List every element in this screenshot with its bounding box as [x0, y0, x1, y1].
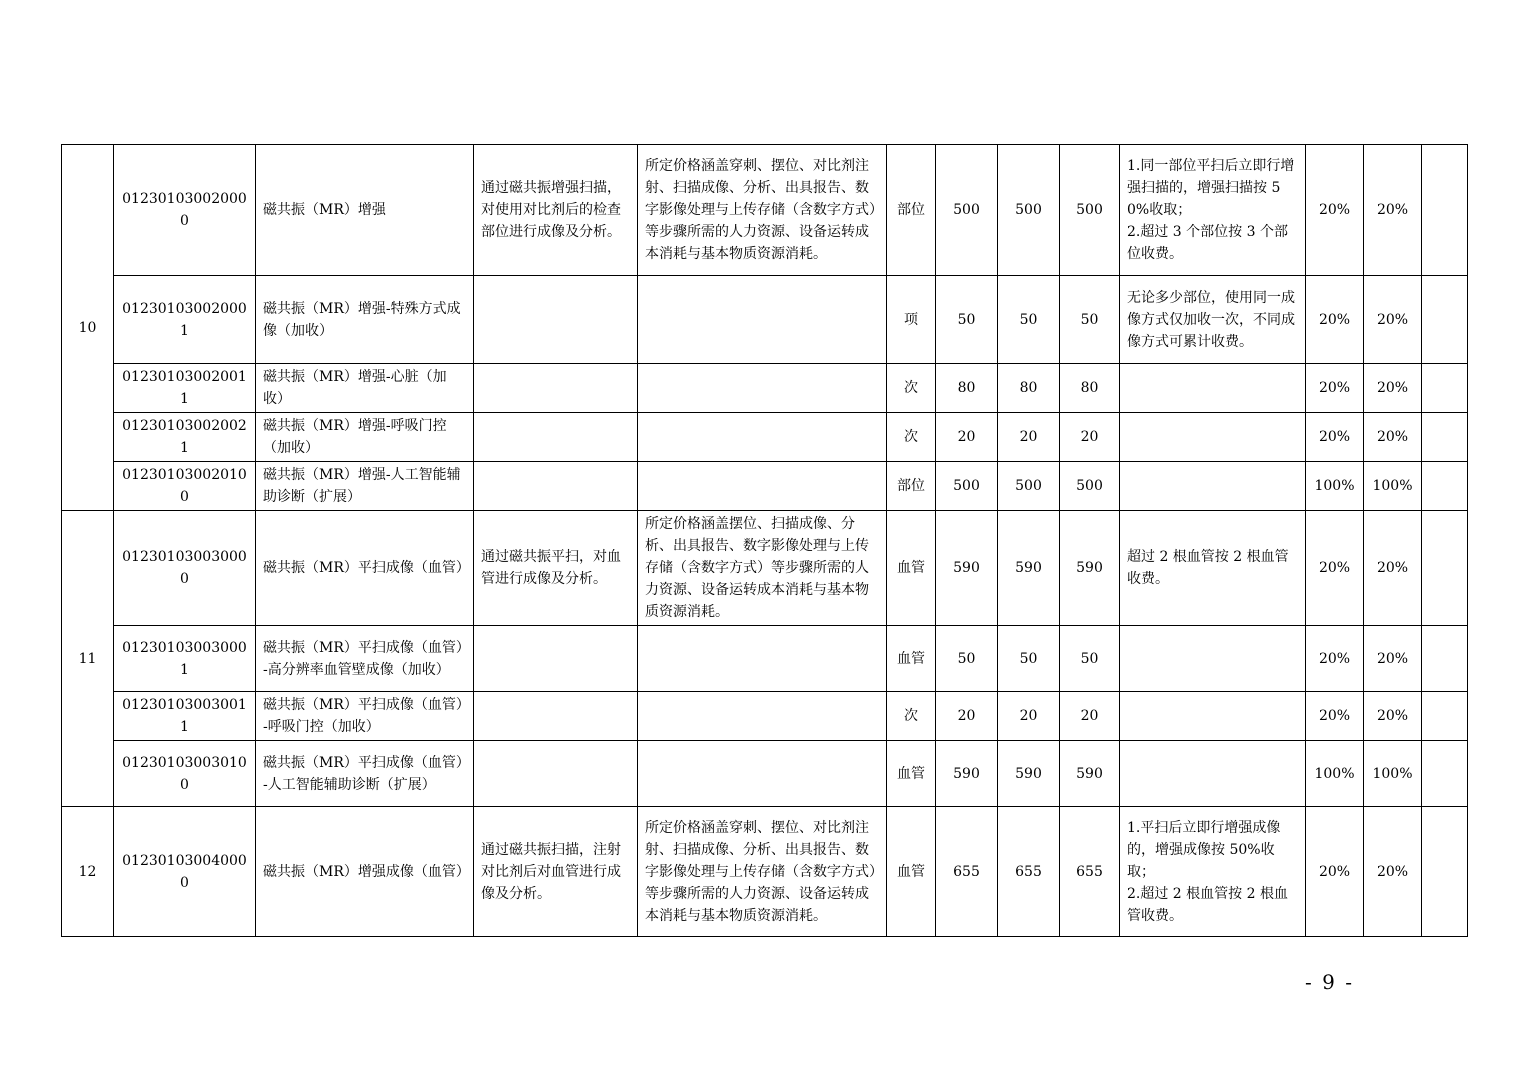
- seq-cell: 10: [62, 145, 114, 511]
- ratio-cell-2: 100%: [1364, 462, 1422, 511]
- content-cell: 通过磁共振扫描，注射对比剂后对血管进行成像及分析。: [474, 807, 638, 937]
- unit-cell: 次: [887, 692, 936, 741]
- content-cell: [474, 462, 638, 511]
- name-cell: 磁共振（MR）增强-呼吸门控（加收）: [256, 413, 474, 462]
- unit-cell: 次: [887, 413, 936, 462]
- note-line-2: 2.超过 3 个部位按 3 个部位收费。: [1127, 224, 1288, 262]
- seq-cell: 12: [62, 807, 114, 937]
- connotation-cell: [638, 741, 887, 807]
- seq-cell: 11: [62, 511, 114, 807]
- table-row: [62, 807, 1468, 937]
- unit-cell: 次: [887, 364, 936, 413]
- extra-cell: [1422, 626, 1468, 692]
- table-row: [62, 741, 1468, 807]
- ratio-cell-2: 20%: [1364, 276, 1422, 364]
- table-row: [62, 626, 1468, 692]
- note-cell: 无论多少部位，使用同一成像方式仅加收一次，不同成像方式可累计收费。: [1120, 276, 1306, 364]
- price-cell-1: 500: [936, 462, 998, 511]
- code-cell: 012301030020000: [114, 145, 256, 276]
- price-cell-1: 80: [936, 364, 998, 413]
- connotation-cell: [638, 276, 887, 364]
- connotation-cell: [638, 692, 887, 741]
- price-cell-2: 50: [998, 276, 1060, 364]
- price-cell-1: 590: [936, 741, 998, 807]
- code-cell: 012301030020021: [114, 413, 256, 462]
- ratio-cell-2: 20%: [1364, 692, 1422, 741]
- ratio-cell-2: 20%: [1364, 626, 1422, 692]
- price-cell-1: 50: [936, 276, 998, 364]
- code-cell: 012301030020011: [114, 364, 256, 413]
- note-cell: [1120, 413, 1306, 462]
- unit-cell: 血管: [887, 741, 936, 807]
- connotation-cell: [638, 413, 887, 462]
- price-cell-2: 20: [998, 413, 1060, 462]
- code-cell: 012301030030000: [114, 511, 256, 626]
- price-cell-2: 655: [998, 807, 1060, 937]
- price-cell-2: 590: [998, 741, 1060, 807]
- content-cell: [474, 276, 638, 364]
- connotation-cell: 所定价格涵盖穿刺、摆位、对比剂注射、扫描成像、分析、出具报告、数字影像处理与上传存储（含数字方式）等步骤所需的人力资源、设备运转成本消耗与基本物质资源消耗。: [638, 807, 887, 937]
- table-row: [62, 511, 1468, 626]
- ratio-cell-1: 20%: [1306, 276, 1364, 364]
- price-cell-2: 500: [998, 145, 1060, 276]
- name-cell: 磁共振（MR）平扫成像（血管）-高分辨率血管壁成像（加收）: [256, 626, 474, 692]
- table-row: [62, 413, 1468, 462]
- name-cell: 磁共振（MR）平扫成像（血管）-呼吸门控（加收）: [256, 692, 474, 741]
- price-cell-3: 50: [1060, 276, 1120, 364]
- unit-cell: 项: [887, 276, 936, 364]
- price-cell-3: 500: [1060, 145, 1120, 276]
- unit-cell: 血管: [887, 626, 936, 692]
- name-cell: 磁共振（MR）增强-特殊方式成像（加收）: [256, 276, 474, 364]
- ratio-cell-1: 20%: [1306, 511, 1364, 626]
- price-cell-1: 590: [936, 511, 998, 626]
- page-number: - 9 -: [1305, 970, 1354, 994]
- ratio-cell-1: 20%: [1306, 807, 1364, 937]
- content-cell: 通过磁共振平扫，对血管进行成像及分析。: [474, 511, 638, 626]
- price-cell-3: 50: [1060, 626, 1120, 692]
- extra-cell: [1422, 807, 1468, 937]
- price-cell-1: 50: [936, 626, 998, 692]
- ratio-cell-1: 20%: [1306, 364, 1364, 413]
- ratio-cell-1: 100%: [1306, 741, 1364, 807]
- unit-cell: 部位: [887, 145, 936, 276]
- extra-cell: [1422, 364, 1468, 413]
- table-row: [62, 692, 1468, 741]
- price-cell-2: 590: [998, 511, 1060, 626]
- note-cell: [1120, 145, 1306, 276]
- name-cell: 磁共振（MR）增强-心脏（加收）: [256, 364, 474, 413]
- extra-cell: [1422, 462, 1468, 511]
- table-body: [62, 145, 1468, 937]
- price-cell-3: 80: [1060, 364, 1120, 413]
- name-cell: 磁共振（MR）平扫成像（血管）-人工智能辅助诊断（扩展）: [256, 741, 474, 807]
- content-cell: [474, 741, 638, 807]
- note-cell: [1120, 807, 1306, 937]
- name-cell: 磁共振（MR）增强成像（血管）: [256, 807, 474, 937]
- price-cell-3: 590: [1060, 741, 1120, 807]
- ratio-cell-1: 20%: [1306, 626, 1364, 692]
- note-cell: 超过 2 根血管按 2 根血管收费。: [1120, 511, 1306, 626]
- content-cell: [474, 626, 638, 692]
- price-cell-1: 20: [936, 692, 998, 741]
- price-cell-2: 80: [998, 364, 1060, 413]
- unit-cell: 血管: [887, 807, 936, 937]
- note-cell: [1120, 462, 1306, 511]
- price-cell-2: 20: [998, 692, 1060, 741]
- price-cell-1: 20: [936, 413, 998, 462]
- connotation-cell: [638, 626, 887, 692]
- name-cell: 磁共振（MR）增强-人工智能辅助诊断（扩展）: [256, 462, 474, 511]
- table-row: [62, 276, 1468, 364]
- price-cell-2: 500: [998, 462, 1060, 511]
- extra-cell: [1422, 692, 1468, 741]
- price-cell-1: 500: [936, 145, 998, 276]
- price-table: [61, 144, 1468, 937]
- unit-cell: 血管: [887, 511, 936, 626]
- content-cell: 通过磁共振增强扫描，对使用对比剂后的检查部位进行成像及分析。: [474, 145, 638, 276]
- ratio-cell-1: 100%: [1306, 462, 1364, 511]
- note-line-2: 2.超过 2 根血管按 2 根血管收费。: [1127, 885, 1288, 924]
- content-cell: [474, 364, 638, 413]
- name-cell: 磁共振（MR）增强: [256, 145, 474, 276]
- extra-cell: [1422, 145, 1468, 276]
- ratio-cell-2: 100%: [1364, 741, 1422, 807]
- code-cell: 012301030020001: [114, 276, 256, 364]
- connotation-cell: 所定价格涵盖摆位、扫描成像、分析、出具报告、数字影像处理与上传存储（含数字方式）等步骤所需的人力资源、设备运转成本消耗与基本物质资源消耗。: [638, 511, 887, 626]
- extra-cell: [1422, 511, 1468, 626]
- code-cell: 012301030030001: [114, 626, 256, 692]
- extra-cell: [1422, 413, 1468, 462]
- price-cell-3: 655: [1060, 807, 1120, 937]
- price-cell-3: 20: [1060, 692, 1120, 741]
- extra-cell: [1422, 276, 1468, 364]
- note-line-1: 1.平扫后立即行增强成像的，增强成像按 50%收取；: [1127, 819, 1281, 880]
- price-cell-3: 590: [1060, 511, 1120, 626]
- code-cell: 012301030040000: [114, 807, 256, 937]
- ratio-cell-1: 20%: [1306, 692, 1364, 741]
- connotation-cell: [638, 364, 887, 413]
- ratio-cell-2: 20%: [1364, 145, 1422, 276]
- ratio-cell-2: 20%: [1364, 807, 1422, 937]
- unit-cell: 部位: [887, 462, 936, 511]
- ratio-cell-1: 20%: [1306, 145, 1364, 276]
- note-cell: [1120, 626, 1306, 692]
- code-cell: 012301030030100: [114, 741, 256, 807]
- note-cell: [1120, 692, 1306, 741]
- price-cell-3: 500: [1060, 462, 1120, 511]
- table-row: [62, 462, 1468, 511]
- note-line-1: 1.同一部位平扫后立即行增强扫描的，增强扫描按 50%收取；: [1127, 158, 1295, 218]
- code-cell: 012301030020100: [114, 462, 256, 511]
- ratio-cell-1: 20%: [1306, 413, 1364, 462]
- connotation-cell: [638, 462, 887, 511]
- connotation-cell: 所定价格涵盖穿刺、摆位、对比剂注射、扫描成像、分析、出具报告、数字影像处理与上传存储（含数字方式）等步骤所需的人力资源、设备运转成本消耗与基本物质资源消耗。: [638, 145, 887, 276]
- extra-cell: [1422, 741, 1468, 807]
- content-cell: [474, 413, 638, 462]
- price-cell-1: 655: [936, 807, 998, 937]
- name-cell: 磁共振（MR）平扫成像（血管）: [256, 511, 474, 626]
- ratio-cell-2: 20%: [1364, 364, 1422, 413]
- note-cell: [1120, 364, 1306, 413]
- table-row: [62, 364, 1468, 413]
- note-cell: [1120, 741, 1306, 807]
- price-cell-3: 20: [1060, 413, 1120, 462]
- ratio-cell-2: 20%: [1364, 511, 1422, 626]
- code-cell: 012301030030011: [114, 692, 256, 741]
- table-row: [62, 145, 1468, 276]
- price-cell-2: 50: [998, 626, 1060, 692]
- ratio-cell-2: 20%: [1364, 413, 1422, 462]
- content-cell: [474, 692, 638, 741]
